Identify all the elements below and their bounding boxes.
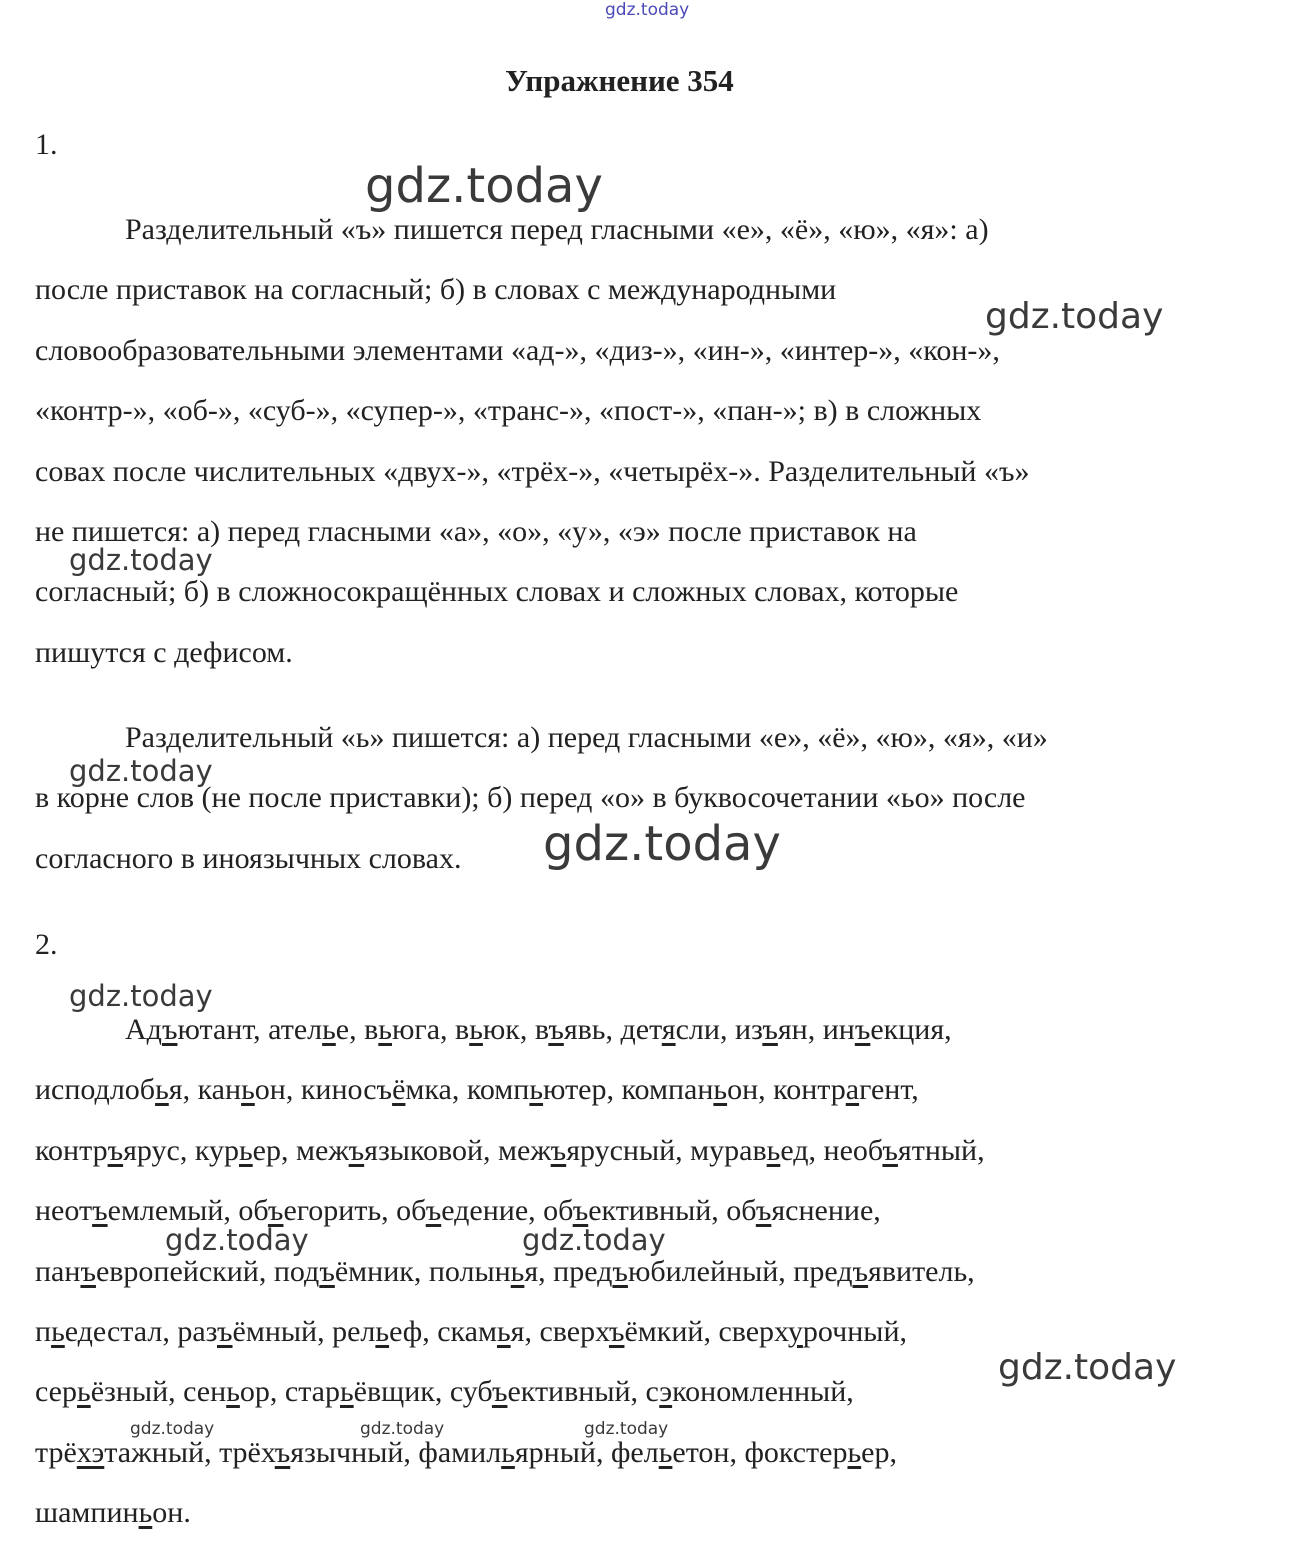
underlined-letter: ь [339,1375,354,1409]
underlined-letter: ъ [92,1194,108,1228]
text-line: не пишется: а) перед гласными «а», «о», «у», «э» после приставок на [35,515,917,549]
word: сеньор [183,1375,270,1409]
text-line: «контр-», «об-», «суб-», «супер-», «транс-», «пост-», «пан-»; в) в сложных [35,394,982,428]
underlined-letter: ь [766,1133,781,1167]
text-line: пьедестал, разъёмный, рельеф, скамья, сверхъёмкий, сверхурочный, [35,1315,907,1349]
word-list [35,1000,1220,1544]
underlined-letter: ъ [80,1254,96,1288]
watermark: gdz.today [69,543,213,577]
word: объективный [543,1194,712,1228]
word: фельетон [610,1435,730,1469]
underlined-letter: ь [658,1435,673,1469]
underlined-letter: ь [496,1315,511,1349]
text-line: пишутся с дефисом. [35,635,293,669]
word: необъятный [823,1133,978,1167]
word: субъективный [449,1375,631,1409]
underlined-letter: ь [241,1073,255,1107]
underlined-letter: ъ [348,1133,365,1167]
word: фамильярный [418,1435,596,1469]
text-line: в корне слов (не после приставки); б) перед «о» в буквосочетании «ьо» после [35,781,1026,815]
underlined-letter: ь [510,1254,525,1288]
word: предъюбилейный [553,1254,779,1288]
watermark: gdz.today [69,754,213,788]
word: старьёвщик [284,1375,435,1409]
word: сверхурочный [718,1315,900,1349]
watermark-top: gdz.today [605,0,690,20]
watermark: gdz.today [998,1347,1177,1388]
underlined-letter: э [659,1375,673,1409]
underlined-letter: ъ [608,1315,625,1349]
underlined-letter: ь [375,1315,390,1349]
underlined-letter: ъ [755,1194,772,1228]
watermark: gdz.today [360,1419,445,1439]
word: трёхъязычный [219,1435,404,1469]
word: предъявитель [793,1254,968,1288]
word: межъязыковой [296,1133,484,1167]
underlined-letter: ь [138,1496,153,1530]
underlined-letter: ь [77,1375,91,1409]
word: компаньон [621,1073,759,1107]
section-number: 2. [35,928,58,961]
underlined-letter: ъ [572,1194,589,1228]
word: объяснение [726,1194,874,1228]
word: сэкономленный [645,1375,847,1409]
word: неотъемлемый [35,1194,224,1228]
text-line: исподлобья, каньон, киносъёмка, компьютер, компаньон, контрагент, [35,1073,919,1107]
word: объедение [396,1194,529,1228]
underlined-letter: ъ [274,1435,291,1469]
word: инъекция [822,1013,945,1046]
underlined-letter: ъ [548,1013,564,1046]
page-title: Упражнение 354 [505,62,734,98]
word: вьюк [455,1013,520,1046]
word: пьедестал [35,1315,163,1349]
word: объегорить [238,1194,382,1228]
underlined-letter: хэ [76,1435,105,1469]
word: подъёмник [273,1254,414,1288]
word: киносъёмка [300,1073,452,1107]
underlined-letter: ъ [762,1013,778,1046]
watermark: gdz.today [165,1223,309,1257]
text-line: согласного в иноязычных словах. [35,841,462,875]
text-line: контръярус, курьер, межъязыковой, межъярусный, муравьед, необъятный, [35,1133,985,1167]
rule-paragraph-hard-sign [35,200,1220,683]
word: муравьед [690,1133,809,1167]
underlined-letter: у [787,1315,803,1349]
underlined-letter: ъ [491,1375,508,1409]
watermark: gdz.today [584,1419,669,1439]
word: детясли [620,1013,720,1046]
word: исподлобья [35,1073,183,1107]
text-line: панъевропейский, подъёмник, полынья, предъюбилейный, предъявитель, [35,1254,975,1288]
watermark: gdz.today [522,1223,666,1257]
text-line: Разделительный «ъ» пишется перед гласными «е», «ё», «ю», «я»: а) [125,213,989,246]
word: ателье [268,1013,350,1046]
watermark: gdz.today [130,1419,215,1439]
underlined-letter: ь [238,1133,253,1167]
word: компьютер [466,1073,607,1107]
underlined-letter: ъ [217,1315,233,1349]
text-line: совах после числительных «двух-», «трёх-», «четырёх-». Разделительный «ъ» [35,454,1030,488]
underlined-letter: ь [529,1073,544,1107]
text-line: неотъемлемый, объегорить, объедение, объективный, объяснение, [35,1194,881,1228]
underlined-letter: ъ [882,1133,898,1167]
rule-paragraph-soft-sign [35,708,1220,889]
underlined-letter: ь [226,1375,240,1409]
underlined-letter: ъ [550,1133,567,1167]
word: разъёмный [177,1315,318,1349]
text-line: согласный; б) в сложносокращённых словах и сложных словах, которые [35,575,959,609]
underlined-letter: ь [155,1073,169,1107]
text-line: трёхэтажный, трёхъязычный, фамильярный, фельетон, фокстерьер, [35,1435,897,1469]
underlined-letter: ь [713,1073,728,1107]
section-number: 1. [35,128,58,161]
underlined-letter: ь [501,1435,515,1469]
word: Адъютант [125,1013,254,1046]
word: контрагент [773,1073,912,1107]
underlined-letter: ъ [319,1254,335,1288]
word: полынья [428,1254,539,1288]
watermark: gdz.today [543,816,781,872]
underlined-letter: ь [378,1013,392,1046]
underlined-letter: ъ [107,1133,124,1167]
word: шампиньон [35,1496,184,1530]
text-line: после приставок на согласный; б) в словах с международными [35,273,837,307]
underlined-letter: ъ [854,1013,871,1046]
underlined-letter: а [845,1073,860,1107]
word: серьёзный [35,1375,169,1409]
underlined-letter: ъ [612,1254,628,1288]
text-line: шампиньон. [35,1496,191,1530]
word: панъевропейский [35,1254,259,1288]
underlined-letter: я [661,1013,676,1046]
underlined-letter: ь [322,1013,336,1046]
underlined-letter: ъ [852,1254,869,1288]
word: въявь [534,1013,606,1046]
text-line: словообразовательными элементами «ад-», «диз-», «ин-», «интер-», «кон-», [35,333,1000,367]
underlined-letter: ъ [267,1194,284,1228]
underlined-letter: ъ [161,1013,178,1046]
underlined-letter: ь [847,1435,862,1469]
word: межъярусный [498,1133,676,1167]
underlined-letter: ъ [425,1194,442,1228]
watermark: gdz.today [985,296,1164,337]
text-line: Разделительный «ь» пишется: а) перед гласными «е», «ё», «ю», «я», «и» [125,721,1048,754]
word: трёхэтажный [35,1435,205,1469]
word: каньон [197,1073,286,1107]
text-line: серьёзный, сеньор, старьёвщик, субъективный, сэкономленный, [35,1375,854,1409]
word: фокстерьер [744,1435,890,1469]
underlined-letter: ь [469,1013,483,1046]
underlined-letter: ё [392,1073,406,1107]
text-line: Адъютант, ателье, вьюга, вьюк, въявь, детясли, изъян, инъекция, [125,1013,952,1046]
word: вьюга [364,1013,441,1046]
watermark: gdz.today [69,979,213,1013]
word: изъян [734,1013,808,1046]
word: курьер [194,1133,281,1167]
watermark: gdz.today [365,158,603,214]
word: контръярус [35,1133,180,1167]
underlined-letter: ь [51,1315,65,1349]
word: скамья [437,1315,525,1349]
word: сверхъёмкий [539,1315,704,1349]
word: рельеф [332,1315,423,1349]
